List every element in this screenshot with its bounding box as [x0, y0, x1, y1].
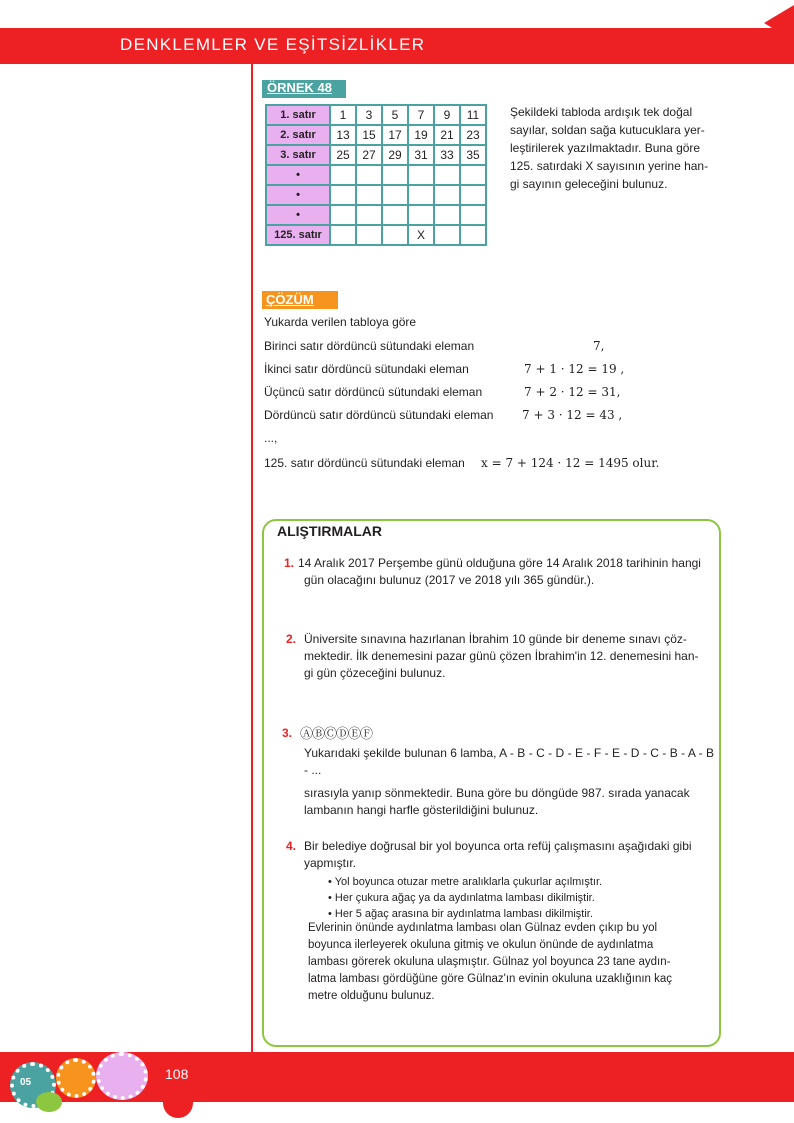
table-cell: 11 — [460, 105, 486, 125]
table-cell — [408, 165, 434, 185]
odd-numbers-table — [265, 104, 487, 246]
text-line: gi gün çözeceğini bulunuz. — [304, 666, 446, 680]
bullet-text: Her 5 ağaç arasına bir aydınlatma lambası dikilmiştir. — [334, 908, 593, 920]
row-header: • — [266, 185, 330, 205]
text-line: leştirilerek yazılmaktadır. Buna göre — [510, 141, 701, 155]
table-row — [266, 125, 486, 145]
example-label: ÖRNEK 48 — [267, 80, 333, 95]
solution-step-text: İkinci satır dördüncü sütundaki eleman — [264, 362, 469, 376]
bullet-item — [328, 892, 595, 904]
example-question — [510, 103, 714, 193]
row-header: 3. satır — [266, 145, 330, 165]
solution-label: ÇÖZÜM — [266, 292, 314, 307]
solution-step-formula: 7 + 1 · 12 = 19 , — [524, 362, 625, 376]
solution-step-text: Dördüncü satır dördüncü sütundaki eleman — [264, 408, 494, 422]
solution-final-text: 125. satır dördüncü sütundaki eleman — [264, 456, 465, 470]
text-line: Üniversite sınavına hazırlanan İbrahim 10 günde bir deneme sınavı çöz- — [304, 632, 687, 646]
table-cell — [330, 205, 356, 225]
exercise-4-tail — [308, 920, 708, 1005]
exercise-4-text — [304, 838, 714, 872]
bullet-item — [328, 876, 602, 888]
bullet-icon: • — [328, 908, 335, 920]
text-line: Bir belediye doğrusal bir yol boyunca orta refüj çalışmasını aşağıdaki gibi — [304, 839, 692, 853]
table-cell: 21 — [434, 125, 460, 145]
table-cell — [460, 225, 486, 245]
table-cell — [434, 165, 460, 185]
table-cell — [330, 225, 356, 245]
text-line: lambası görerek okuluna ulaşmıştır. Gülnaz yol boyunca 23 tane aydın- — [308, 956, 671, 968]
exercise-number: 2. — [286, 632, 297, 646]
table-cell — [330, 185, 356, 205]
table-cell — [408, 205, 434, 225]
text-line: gün olacağını bulunuz (2017 ve 2018 yılı 365 gündür.). — [304, 573, 595, 587]
table-row — [266, 185, 486, 205]
table-cell — [382, 185, 408, 205]
exercise-3-text — [304, 745, 714, 819]
solution-step-formula: 7 + 2 · 12 = 31, — [524, 385, 621, 399]
table-cell — [460, 185, 486, 205]
table-cell: 9 — [434, 105, 460, 125]
solution-step-text: Birinci satır dördüncü sütundaki eleman — [264, 339, 475, 353]
table-cell — [356, 205, 382, 225]
table-row — [266, 225, 486, 245]
table-cell — [356, 165, 382, 185]
chapter-title: DENKLEMLER VE EŞİTSİZLİKLER — [120, 35, 426, 54]
table-cell: 35 — [460, 145, 486, 165]
table-cell — [408, 185, 434, 205]
text-line: lambanın hangi harfle gösterildiğini bulunuz. — [304, 803, 539, 817]
exercises-title: ALIŞTIRMALAR — [277, 523, 382, 539]
solution-step-formula: 7, — [593, 339, 605, 353]
table-cell — [356, 225, 382, 245]
table-cell: 15 — [356, 125, 382, 145]
text-line: 125. satırdaki X sayısının yerine han- — [510, 159, 709, 173]
table-cell — [460, 165, 486, 185]
text-line: Evlerinin önünde aydınlatma lambası olan Gülnaz evden çıkıp bu yol — [308, 922, 658, 934]
bullet-icon: • — [328, 876, 335, 888]
solution-final-formula: x = 7 + 124 · 12 = 1495 olur. — [481, 456, 660, 470]
table-cell — [356, 185, 382, 205]
table-cell: 33 — [434, 145, 460, 165]
page-number: 108 — [165, 1066, 189, 1082]
table-cell: 27 — [356, 145, 382, 165]
table-cell — [382, 165, 408, 185]
exercise-2-text — [304, 631, 712, 682]
margin-divider-line — [251, 64, 253, 1058]
text-line: 14 Aralık 2017 Perşembe günü olduğuna göre 14 Aralık 2018 tarihinin hangi — [298, 556, 701, 570]
table-row — [266, 145, 486, 165]
table-cell: 7 — [408, 105, 434, 125]
solution-step-formula: 7 + 3 · 12 = 43 , — [522, 408, 623, 422]
text-line: gi sayının geleceğini bulunuz. — [510, 177, 668, 191]
table-cell — [382, 225, 408, 245]
text-line: metre olduğunu bulunuz. — [308, 990, 435, 1002]
table-row — [266, 165, 486, 185]
exercise-1-text — [298, 555, 712, 589]
bullet-item — [328, 908, 593, 920]
gear-number: 05 — [20, 1077, 32, 1088]
table-cell: 19 — [408, 125, 434, 145]
exercise-number: 1. — [284, 556, 295, 570]
text-line: Yukarıdaki şekilde bulunan 6 lamba, A - B - C - D - E - F - E - D - C - B - A - B - ... — [304, 746, 714, 777]
bullet-icon: • — [328, 892, 335, 904]
exercise-number: 3. — [282, 726, 293, 740]
bullet-text: Her çukura ağaç ya da aydınlatma lambası dikilmiştir. — [334, 892, 595, 904]
row-header: 125. satır — [266, 225, 330, 245]
text-line: boyunca ilerleyerek okuluna gitmiş ve okulun önünde de aydınlatma — [308, 939, 654, 951]
table-cell — [434, 185, 460, 205]
table-cell — [330, 165, 356, 185]
table-cell: 23 — [460, 125, 486, 145]
text-line: latma lambası gördüğüne göre Gülnaz'ın evinin okuluna uzaklığının kaç — [308, 973, 673, 985]
table-cell: 29 — [382, 145, 408, 165]
solution-step-text: Üçüncü satır dördüncü sütundaki eleman — [264, 385, 483, 399]
table-cell — [434, 205, 460, 225]
table-cell: 1 — [330, 105, 356, 125]
table-cell: 13 — [330, 125, 356, 145]
text-line: yapmıştır. — [304, 856, 357, 870]
table-cell: 5 — [382, 105, 408, 125]
table-cell — [382, 205, 408, 225]
solution-intro: Yukarda verilen tabloya göre — [264, 315, 417, 329]
exercise-number: 4. — [286, 839, 297, 853]
row-header: • — [266, 205, 330, 225]
table-cell: 31 — [408, 145, 434, 165]
table-cell: 25 — [330, 145, 356, 165]
text-line: mektedir. İlk denemesini pazar günü çözen İbrahim'in 12. denemesini han- — [304, 649, 699, 663]
lamp-letters: ⒶⒷⒸⒹⒺⒻ — [300, 726, 373, 741]
row-header: • — [266, 165, 330, 185]
table-cell — [434, 225, 460, 245]
page-number-tab — [163, 1052, 193, 1118]
table-row — [266, 205, 486, 225]
table-cell — [460, 205, 486, 225]
text-line: sayılar, soldan sağa kutucuklara yer- — [510, 123, 705, 137]
table-cell: X — [408, 225, 434, 245]
text-line: Şekildeki tabloda ardışık tek doğal — [510, 105, 693, 119]
solution-ellipsis: ..., — [264, 431, 278, 445]
row-header: 1. satır — [266, 105, 330, 125]
row-header: 2. satır — [266, 125, 330, 145]
table-row — [266, 105, 486, 125]
table-cell: 3 — [356, 105, 382, 125]
bullet-text: Yol boyunca otuzar metre aralıklarla çukurlar açılmıştır. — [334, 876, 603, 888]
text-line: sırasıyla yanıp sönmektedir. Buna göre bu döngüde 987. sırada yanacak — [304, 786, 690, 800]
table-cell: 17 — [382, 125, 408, 145]
